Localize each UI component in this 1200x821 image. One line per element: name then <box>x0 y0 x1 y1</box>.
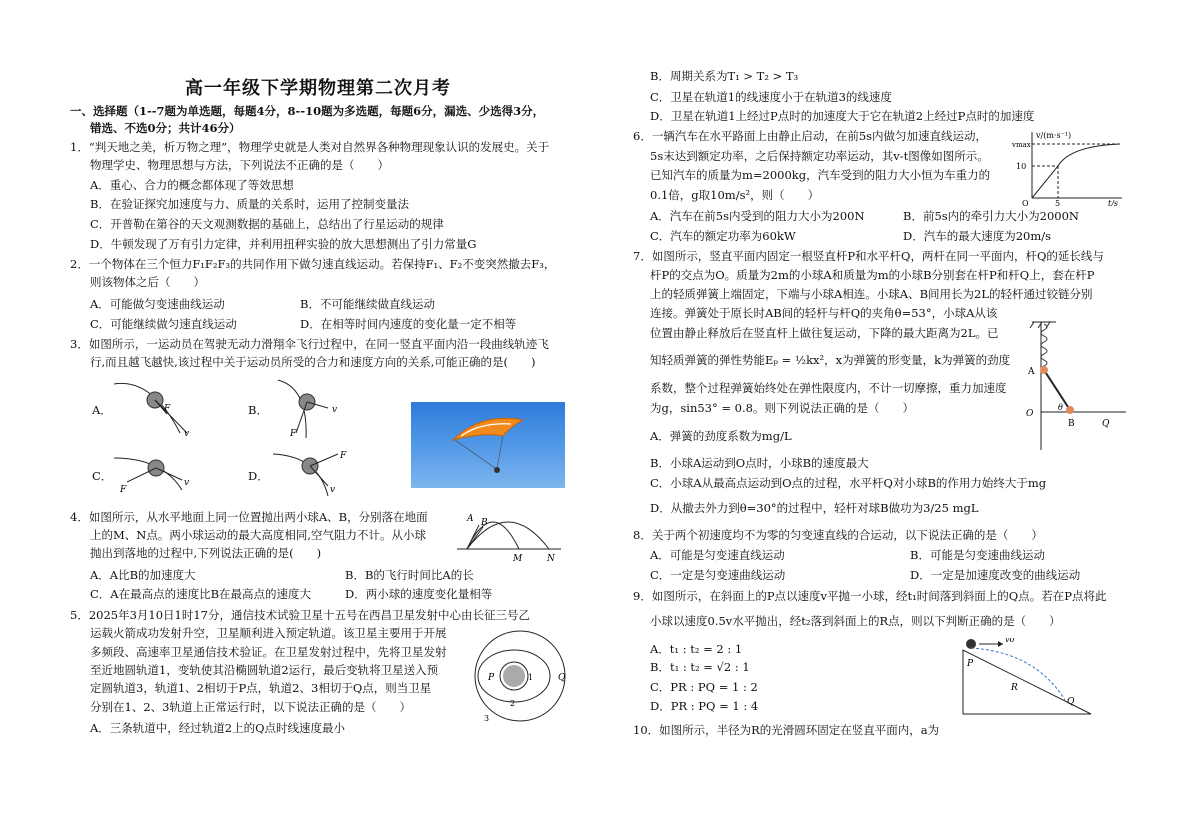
svg-text:B: B <box>481 518 488 528</box>
q3-figure-a <box>112 378 202 438</box>
paraglider-photo <box>411 402 565 488</box>
svg-text:B: B <box>1068 419 1075 429</box>
q3-figure-b <box>268 378 358 443</box>
q4-stem-line2: 上的M、N点。两小球运动的最大高度相同,空气阻力不计。从小球 <box>90 528 426 542</box>
svg-text:F: F <box>340 451 347 461</box>
q5-stem-line6: 分别在1、2、3轨道上正常运行时，以下说法正确的是（ ） <box>90 700 411 714</box>
q6-stem-line4: 0.1倍，g取10m/s²，则（ ） <box>650 188 820 202</box>
svg-text:v: v <box>330 485 336 495</box>
svg-text:F: F <box>120 485 127 495</box>
q3-stem-line1: 3．如图所示，一运动员在驾驶无动力滑翔伞飞行过程中，在同一竖直平面内沿一段曲线轨迹飞 <box>70 337 549 351</box>
q2-stem-line2: 则该物体之后（ ） <box>90 275 205 289</box>
q7-option-a: A．弹簧的劲度系数为mg/L <box>650 429 792 443</box>
q1-option-b: B．在验证探究加速度与力、质量的关系时，运用了控制变量法 <box>90 197 409 211</box>
q7-stem-line4: 连接。弹簧处于原长时AB间的轻杆与杆Q的夹角θ=53°，小球A从该 <box>650 306 998 320</box>
q6-option-a: A．汽车在前5s内受到的阻力大小为200N <box>650 209 865 223</box>
svg-text:3: 3 <box>484 714 490 723</box>
q2-option-d: D．在相等时间内速度的变化量一定不相等 <box>300 317 517 331</box>
q3-option-a-label: A． <box>92 403 112 417</box>
q1-stem-line2: 物理学史、物理思想与方法，下列说法不正确的是（ ） <box>90 158 389 172</box>
svg-text:v0: v0 <box>1005 638 1015 644</box>
svg-text:Q: Q <box>1102 419 1110 429</box>
q5-option-b: B．周期关系为T₁ > T₂ > T₃ <box>650 69 799 83</box>
q3-stem-line2: 行,而且越飞越快,该过程中关于运动员所受的合力和速度方向的关系,可能正确的是( ) <box>90 355 536 369</box>
q1-option-d: D．牛顿发现了万有引力定律，并利用扭秤实验的放大思想测出了引力常量G <box>90 237 477 251</box>
q5-stem-line3: 多频段、高速率卫星通信技术验证。在卫星发射过程中，先将卫星发射 <box>90 645 447 659</box>
q8-option-a: A．可能是匀变速直线运动 <box>650 548 785 562</box>
svg-text:N: N <box>547 554 555 564</box>
svg-text:v: v <box>332 405 338 415</box>
q3-figure-d <box>268 446 358 501</box>
svg-text:R: R <box>1011 683 1018 693</box>
svg-text:vmax: vmax <box>1012 141 1031 149</box>
q6-stem-line2: 5s末达到额定功率，之后保持额定功率运动，其v-t图像如图所示。 <box>650 149 989 163</box>
svg-text:2: 2 <box>510 699 516 708</box>
q5-stem-line2: 运载火箭成功发射升空，卫星顺利进入预定轨道。该卫星主要用于开展 <box>90 626 447 640</box>
q6-stem-line3: 已知汽车的质量为m=2000kg，汽车受到的阻力大小恒为车重力的 <box>650 168 991 182</box>
svg-text:A: A <box>467 514 474 524</box>
svg-text:F: F <box>164 404 171 414</box>
q5-orbit-figure <box>470 626 570 724</box>
svg-text:v: v <box>184 429 190 438</box>
q8-option-c: C．一定是匀变速曲线运动 <box>650 568 786 582</box>
q7-stem-line2: 杆P的交点为O。质量为2m的小球A和质量为m的小球B分别套在杆P和杆Q上，套在杆P <box>650 268 1095 282</box>
q9-option-b: B．t₁ : t₂ = √2 : 1 <box>650 660 750 674</box>
section-heading-line2: 错选、不选0分；共计46分） <box>90 121 241 135</box>
svg-text:P: P <box>967 659 974 669</box>
q7-option-c: C．小球A从最高点运动到O点的过程，水平杆Q对小球B的作用力始终大于mg <box>650 476 1047 490</box>
q7-stem-line8: 为g，sin53° = 0.8。则下列说法正确的是（ ） <box>650 401 914 415</box>
svg-text:t/s: t/s <box>1108 199 1119 206</box>
q9-stem-line1: 9．如图所示，在斜面上的P点以速度v平抛一小球，经t₁时间落到斜面上的Q点。若在P点将此 <box>633 589 1107 603</box>
q4-option-d: D．两小球的速度变化量相等 <box>345 587 493 601</box>
svg-text:θ: θ <box>1058 403 1063 412</box>
q5-option-d: D．卫星在轨道1上经过P点时的加速度大于它在轨道2上经过P点时的加速度 <box>650 109 1035 123</box>
q1-stem-line1: 1．“判天地之美，析万物之理”，物理学史就是人类对自然界各种物理现象认识的发展史。关于 <box>70 140 550 154</box>
q6-option-b: B．前5s内的牵引力大小为2000N <box>903 209 1079 223</box>
q2-option-a: A．可能做匀变速曲线运动 <box>90 297 225 311</box>
svg-text:1: 1 <box>528 673 534 682</box>
q4-option-b: B．B的飞行时间比A的长 <box>345 568 474 582</box>
svg-text:Q: Q <box>1067 697 1075 707</box>
svg-text:A: A <box>1028 367 1035 377</box>
q5-option-c: C．卫星在轨道1的线速度小于在轨道3的线速度 <box>650 90 892 104</box>
q4-figure <box>453 505 565 565</box>
q1-option-a: A．重心、合力的概念都体现了等效思想 <box>90 178 294 192</box>
q3-option-d-label: D． <box>248 469 269 483</box>
q7-rod-spring-figure <box>1022 318 1132 454</box>
q5-stem-line5: 定圆轨道3，轨道1、2相切于P点，轨道2、3相切于Q点，则当卫星 <box>90 681 432 695</box>
q4-option-c: C．A在最高点的速度比B在最高点的速度大 <box>90 587 312 601</box>
q10-stem: 10．如图所示，半径为R的光滑圆环固定在竖直平面内，a为 <box>633 723 940 737</box>
q5-stem-line1: 5．2025年3月10日1时17分，通信技术试验卫星十五号在西昌卫星发射中心由长征三号乙 <box>70 608 530 622</box>
q5-stem-line4: 至近地圆轨道1，变轨使其沿椭圆轨道2运行，最后变轨将卫星送入预 <box>90 663 439 677</box>
svg-text:10: 10 <box>1016 162 1027 171</box>
svg-text:O: O <box>1026 409 1034 419</box>
q8-option-d: D．一定是加速度改变的曲线运动 <box>910 568 1081 582</box>
svg-text:F: F <box>290 429 297 439</box>
q9-incline-figure <box>945 638 1095 718</box>
q6-stem-line1: 6．一辆汽车在水平路面上由静止启动，在前5s内做匀加速直线运动， <box>633 129 988 143</box>
q2-stem-line1: 2．一个物体在三个恒力F₁F₂F₃的共同作用下做匀速直线运动。若保持F₁、F₂不变突然撤去F₃， <box>70 257 556 271</box>
q3-option-b-label: B． <box>248 403 268 417</box>
q7-option-d: D．从撤去外力到θ=30°的过程中，轻杆对球B做功为3/25 mgL <box>650 501 979 515</box>
q1-option-c: C．开普勒在第谷的天文观测数据的基础上，总结出了行星运动的规律 <box>90 217 444 231</box>
svg-text:v/(m·s⁻¹): v/(m·s⁻¹) <box>1036 131 1072 140</box>
svg-text:Q: Q <box>558 673 566 683</box>
q8-stem: 8．关于两个初速度均不为零的匀变速直线的合运动，以下说法正确的是（ ） <box>633 528 1043 542</box>
q8-option-b: B．可能是匀变速曲线运动 <box>910 548 1045 562</box>
svg-text:P: P <box>488 673 495 683</box>
q2-option-b: B．不可能继续做直线运动 <box>300 297 435 311</box>
q6-option-d: D．汽车的最大速度为20m/s <box>903 229 1052 243</box>
svg-text:M: M <box>513 554 523 564</box>
q7-option-b: B．小球A运动到O点时，小球B的速度最大 <box>650 456 869 470</box>
section-heading-line1: 一、选择题（1--7题为单选题，每题4分，8--10题为多选题，每题6分，漏选、少选得3分， <box>70 104 545 118</box>
q9-stem-line2: 小球以速度0.5v水平抛出，经t₂落到斜面上的R点，则以下判断正确的是（ ） <box>650 614 1061 628</box>
q6-option-c: C．汽车的额定功率为60kW <box>650 229 796 243</box>
q7-stem-line7: 系数，整个过程弹簧始终处在弹性限度内，不计一切摩擦，重力加速度 <box>650 381 1007 395</box>
page-title: 高一年级下学期物理第二次月考 <box>185 78 451 99</box>
q3-figure-c <box>112 450 202 500</box>
q9-option-a: A．t₁ : t₂ = 2 : 1 <box>650 642 743 656</box>
svg-text:v: v <box>184 478 190 488</box>
q9-option-c: C．PR : PQ = 1 : 2 <box>650 680 758 694</box>
q5-option-a: A．三条轨道中，经过轨道2上的Q点时线速度最小 <box>90 721 346 735</box>
q7-stem-line5: 位置由静止释放后在竖直杆上做往复运动，下降的最大距离为2L。已 <box>650 326 999 340</box>
svg-text:5: 5 <box>1055 199 1061 206</box>
paraglider-image <box>411 402 565 488</box>
q4-option-a: A．A比B的加速度大 <box>90 568 196 582</box>
q7-stem-line3: 上的轻质弹簧上端固定，下端与小球A相连。小球A、B间用长为2L的轻杆通过铰链分别 <box>650 287 1093 301</box>
q4-stem-line3: 抛出到落地的过程中,下列说法正确的是( ) <box>90 546 322 560</box>
q3-option-c-label: C． <box>92 469 113 483</box>
q6-vt-graph <box>1010 128 1130 206</box>
q4-stem-line1: 4．如图所示，从水平地面上同一位置抛出两小球A、B，分别落在地面 <box>70 510 428 524</box>
q9-option-d: D．PR : PQ = 1 : 4 <box>650 699 759 713</box>
q7-stem-line6: 知轻质弹簧的弹性势能Eₚ = ½kx²，x为弹簧的形变量，k为弹簧的劲度 <box>650 353 1011 367</box>
q7-stem-line1: 7．如图所示，竖直平面内固定一根竖直杆P和水平杆Q，两杆在同一平面内，杆Q的延长线与 <box>633 249 1104 263</box>
svg-text:O: O <box>1022 199 1029 206</box>
q2-option-c: C．可能继续做匀速直线运动 <box>90 317 237 331</box>
